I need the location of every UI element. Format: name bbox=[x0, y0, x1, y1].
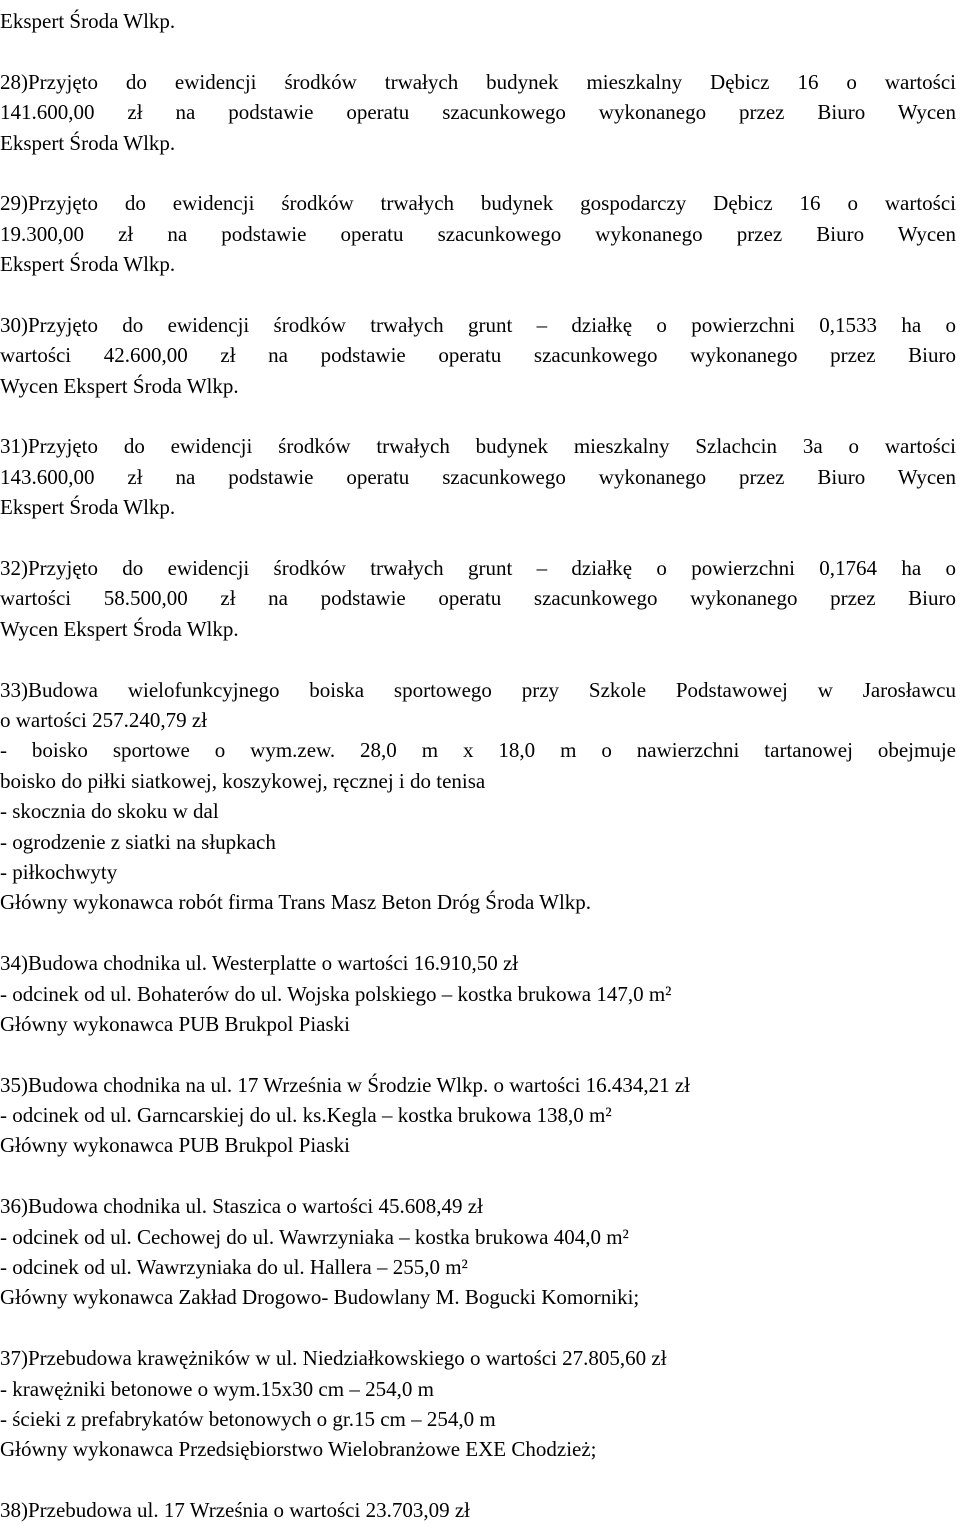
text-line: Główny wykonawca PUB Brukpol Piaski bbox=[0, 1011, 350, 1036]
document-page bbox=[0, 6, 956, 1526]
paragraph-p34 bbox=[0, 948, 956, 1039]
text-line: wartości 42.600,00 zł na podstawie operatu szacunkowego wykonanego przez Biuro bbox=[0, 343, 956, 368]
text-line: - odcinek od ul. Cechowej do ul. Wawrzyniaka – kostka brukowa 404,0 m² bbox=[0, 1224, 629, 1249]
paragraph-p29 bbox=[0, 188, 956, 279]
text-line: boisko do piłki siatkowej, koszykowej, ręcznej i do tenisa bbox=[0, 768, 486, 793]
paragraph-p31 bbox=[0, 431, 956, 522]
text-line: 32)Przyjęto do ewidencji środków trwałych grunt – działkę o powierzchni 0,1764 ha o bbox=[0, 556, 956, 581]
paragraph-p30 bbox=[0, 310, 956, 401]
text-line: - ogrodzenie z siatki na słupkach bbox=[0, 829, 276, 854]
text-line: o wartości 257.240,79 zł bbox=[0, 707, 208, 732]
text-line: 28)Przyjęto do ewidencji środków trwałych budynek mieszkalny Dębicz 16 o wartości bbox=[0, 69, 956, 94]
text-line: 141.600,00 zł na podstawie operatu szacunkowego wykonanego przez Biuro Wycen bbox=[0, 100, 956, 125]
text-line: 35)Budowa chodnika na ul. 17 Września w Środzie Wlkp. o wartości 16.434,21 zł bbox=[0, 1072, 691, 1097]
text-line: Główny wykonawca Zakład Drogowo- Budowlany M. Bogucki Komorniki; bbox=[0, 1285, 640, 1310]
text-line: 37)Przebudowa krawężników w ul. Niedziałkowskiego o wartości 27.805,60 zł bbox=[0, 1346, 667, 1371]
paragraph-spacer bbox=[0, 1465, 956, 1495]
paragraph-spacer bbox=[0, 523, 956, 553]
paragraph-spacer bbox=[0, 401, 956, 431]
text-line: - skocznia do skoku w dal bbox=[0, 799, 219, 824]
paragraph-p27-tail bbox=[0, 6, 956, 36]
text-line: 29)Przyjęto do ewidencji środków trwałych budynek gospodarczy Dębicz 16 o wartości bbox=[0, 191, 956, 216]
paragraph-spacer bbox=[0, 158, 956, 188]
paragraph-p28 bbox=[0, 67, 956, 158]
paragraph-spacer bbox=[0, 280, 956, 310]
text-line: - ścieki z prefabrykatów betonowych o gr.15 cm – 254,0 m bbox=[0, 1406, 496, 1431]
paragraph-spacer bbox=[0, 1313, 956, 1343]
text-line: 31)Przyjęto do ewidencji środków trwałych budynek mieszkalny Szlachcin 3a o wartości bbox=[0, 434, 956, 459]
text-line: Wycen Ekspert Środa Wlkp. bbox=[0, 373, 239, 398]
text-line: - boisko sportowe o wym.zew. 28,0 m x 18,0 m o nawierzchni tartanowej obejmuje bbox=[0, 738, 956, 763]
text-line: 33)Budowa wielofunkcyjnego boiska sportowego przy Szkole Podstawowej w Jarosławcu bbox=[0, 677, 956, 702]
text-line: 19.300,00 zł na podstawie operatu szacunkowego wykonanego przez Biuro Wycen bbox=[0, 221, 956, 246]
paragraph-p32 bbox=[0, 553, 956, 644]
paragraph-p38 bbox=[0, 1495, 956, 1525]
text-line: 143.600,00 zł na podstawie operatu szacunkowego wykonanego przez Biuro Wycen bbox=[0, 464, 956, 489]
text-line: 38)Przebudowa ul. 17 Września o wartości 23.703,09 zł bbox=[0, 1498, 470, 1523]
text-line: Wycen Ekspert Środa Wlkp. bbox=[0, 616, 239, 641]
text-line: - odcinek od ul. Garncarskiej do ul. ks.Kegla – kostka brukowa 138,0 m² bbox=[0, 1103, 612, 1128]
text-line: Ekspert Środa Wlkp. bbox=[0, 9, 176, 33]
text-line: 34)Budowa chodnika ul. Westerplatte o wartości 16.910,50 zł bbox=[0, 951, 519, 976]
text-line: Główny wykonawca PUB Brukpol Piaski bbox=[0, 1133, 350, 1158]
text-line: 36)Budowa chodnika ul. Staszica o wartości 45.608,49 zł bbox=[0, 1194, 483, 1219]
paragraph-spacer bbox=[0, 36, 956, 66]
text-line: Ekspert Środa Wlkp. bbox=[0, 130, 176, 155]
paragraph-p35 bbox=[0, 1070, 956, 1161]
text-line: - odcinek od ul. Wawrzyniaka do ul. Hallera – 255,0 m² bbox=[0, 1255, 468, 1280]
paragraph-p37 bbox=[0, 1343, 956, 1465]
paragraph-p36 bbox=[0, 1191, 956, 1313]
paragraph-p33 bbox=[0, 675, 956, 918]
text-line: Ekspert Środa Wlkp. bbox=[0, 252, 176, 277]
text-line: 30)Przyjęto do ewidencji środków trwałych grunt – działkę o powierzchni 0,1533 ha o bbox=[0, 312, 956, 337]
text-line: Ekspert Środa Wlkp. bbox=[0, 495, 176, 520]
paragraph-spacer bbox=[0, 1161, 956, 1191]
paragraph-spacer bbox=[0, 644, 956, 674]
document-body bbox=[0, 6, 956, 1526]
paragraph-spacer bbox=[0, 918, 956, 948]
text-line: Główny wykonawca Przedsiębiorstwo Wielobranżowe EXE Chodzież; bbox=[0, 1437, 597, 1462]
paragraph-spacer bbox=[0, 1039, 956, 1069]
text-line: - krawężniki betonowe o wym.15x30 cm – 254,0 m bbox=[0, 1376, 434, 1401]
text-line: wartości 58.500,00 zł na podstawie operatu szacunkowego wykonanego przez Biuro bbox=[0, 586, 956, 611]
text-line: - odcinek od ul. Bohaterów do ul. Wojska polskiego – kostka brukowa 147,0 m² bbox=[0, 981, 672, 1006]
text-line: Główny wykonawca robót firma Trans Masz Beton Dróg Środa Wlkp. bbox=[0, 890, 592, 915]
text-line: - piłkochwyty bbox=[0, 859, 118, 884]
